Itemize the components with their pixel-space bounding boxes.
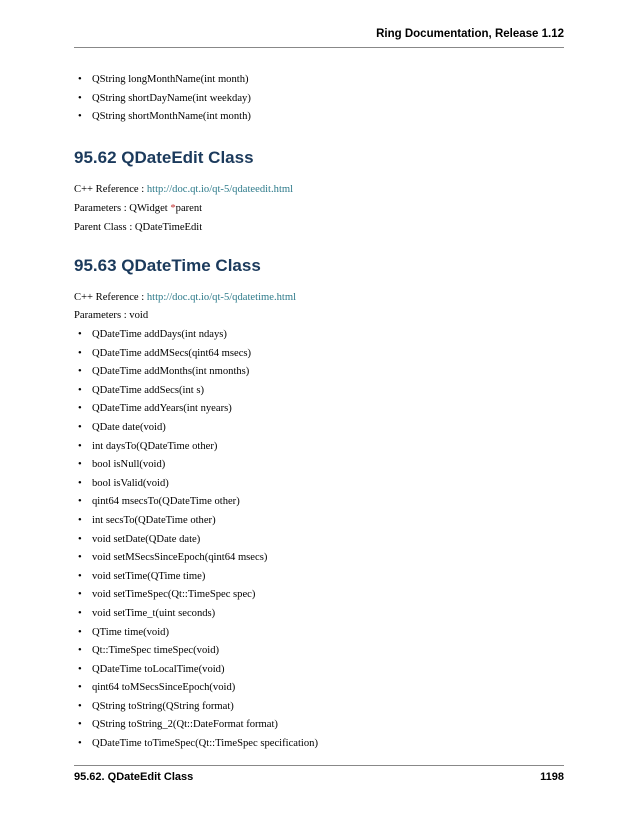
list-item-text: void setTime(QTime time) <box>92 570 206 582</box>
section-title-qdatetime: 95.63 QDateTime Class <box>74 256 261 275</box>
cpp-reference-qdateedit <box>74 183 293 197</box>
bullet-marker: • <box>78 384 82 396</box>
bullet-marker: • <box>78 682 82 694</box>
reference-link[interactable]: http://doc.qt.io/qt-5/qdatetime.html <box>146 292 297 303</box>
list-item-text: QDateTime addSecs(int s) <box>92 384 205 396</box>
pointer-star: * <box>170 203 176 214</box>
list-item <box>74 345 554 364</box>
parameters-qdatetime: Parameters : void <box>74 310 149 321</box>
list-item-text: QString toString_2(Qt::DateFormat format) <box>92 719 278 731</box>
list-item <box>74 71 554 90</box>
cpp-reference-qdatetime <box>74 291 296 305</box>
list-item <box>74 363 554 382</box>
list-item-text: qint64 toMSecsSinceEpoch(void) <box>92 682 236 694</box>
bullet-marker: • <box>78 496 82 508</box>
list-item <box>74 382 554 401</box>
bullet-marker: • <box>78 111 82 123</box>
list-item <box>74 735 554 754</box>
parameters-qdateedit <box>74 202 202 216</box>
list-item <box>74 531 554 550</box>
page-number: 1198 <box>540 771 564 783</box>
list-item <box>74 624 554 643</box>
bullet-marker: • <box>78 366 82 378</box>
list-item-text: void setTimeSpec(Qt::TimeSpec spec) <box>92 589 256 601</box>
list-item-text: QDateTime toLocalTime(void) <box>92 663 225 675</box>
list-item <box>74 400 554 419</box>
running-header: Ring Documentation, Release 1.12 <box>376 28 564 40</box>
bullet-marker: • <box>78 92 82 104</box>
top-method-list <box>74 71 554 127</box>
reference-label: C++ Reference : <box>74 292 147 303</box>
bullet-marker: • <box>78 403 82 415</box>
bullet-marker: • <box>78 440 82 452</box>
list-item-text: QTime time(void) <box>92 626 170 638</box>
list-item-text: qint64 msecsTo(QDateTime other) <box>92 496 240 508</box>
list-item-text: bool isValid(void) <box>92 477 169 489</box>
bullet-marker: • <box>78 533 82 545</box>
list-item-text: QDateTime addMonths(int nmonths) <box>92 366 250 378</box>
header-rule <box>74 47 564 48</box>
bullet-marker: • <box>78 347 82 359</box>
list-item-text: QDate date(void) <box>92 421 166 433</box>
footer-section: 95.62. QDateEdit Class <box>74 771 194 783</box>
list-item <box>74 661 554 680</box>
reference-link[interactable]: http://doc.qt.io/qt-5/qdateedit.html <box>146 184 294 195</box>
bullet-marker: • <box>78 459 82 471</box>
list-item-text: QDateTime toTimeSpec(Qt::TimeSpec specification) <box>92 738 318 750</box>
list-item-text: QDateTime addMSecs(qint64 msecs) <box>92 347 252 359</box>
list-item-text: QString longMonthName(int month) <box>92 74 249 85</box>
list-item-text: QString shortMonthName(int month) <box>92 111 251 123</box>
bullet-marker: • <box>78 552 82 564</box>
list-item-text: bool isNull(void) <box>92 459 166 471</box>
bullet-marker: • <box>78 645 82 657</box>
list-item <box>74 568 554 587</box>
list-item <box>74 90 554 109</box>
list-item-text: int secsTo(QDateTime other) <box>92 514 216 526</box>
bullet-marker: • <box>78 607 82 619</box>
list-item-text: void setDate(QDate date) <box>92 533 201 545</box>
list-item <box>74 512 554 531</box>
list-item-text: QDateTime addYears(int nyears) <box>92 403 232 415</box>
bullet-marker: • <box>78 626 82 638</box>
list-item <box>74 679 554 698</box>
list-item <box>74 419 554 438</box>
bullet-marker: • <box>78 700 82 712</box>
list-item <box>74 438 554 457</box>
list-item <box>74 716 554 735</box>
list-item <box>74 698 554 717</box>
parameters-label: Parameters : QWidget <box>74 203 171 214</box>
list-item <box>74 493 554 512</box>
bullet-marker: • <box>78 589 82 601</box>
qdatetime-method-list <box>74 326 554 754</box>
footer-rule <box>74 765 564 766</box>
list-item <box>74 475 554 494</box>
list-item <box>74 326 554 345</box>
list-item <box>74 586 554 605</box>
parent-class-qdateedit: Parent Class : QDateTimeEdit <box>74 222 203 233</box>
bullet-marker: • <box>78 329 82 340</box>
reference-label: C++ Reference : <box>74 184 147 195</box>
list-item-text: int daysTo(QDateTime other) <box>92 440 218 452</box>
list-item <box>74 108 554 127</box>
list-item-text: QString shortDayName(int weekday) <box>92 92 251 104</box>
list-item <box>74 549 554 568</box>
parameters-rest: parent <box>175 203 203 214</box>
list-item-text: void setMSecsSinceEpoch(qint64 msecs) <box>92 552 268 564</box>
list-item-text: Qt::TimeSpec timeSpec(void) <box>92 645 220 657</box>
bullet-marker: • <box>78 570 82 582</box>
bullet-marker: • <box>78 477 82 489</box>
bullet-marker: • <box>78 514 82 526</box>
list-item <box>74 642 554 661</box>
bullet-marker: • <box>78 738 82 750</box>
bullet-marker: • <box>78 663 82 675</box>
bullet-marker: • <box>78 74 82 85</box>
list-item-text: void setTime_t(uint seconds) <box>92 607 216 619</box>
list-item <box>74 605 554 624</box>
list-item-text: QDateTime addDays(int ndays) <box>92 329 227 340</box>
bullet-marker: • <box>78 421 82 433</box>
list-item <box>74 456 554 475</box>
bullet-marker: • <box>78 719 82 731</box>
section-title-qdateedit: 95.62 QDateEdit Class <box>74 148 254 167</box>
list-item-text: QString toString(QString format) <box>92 700 234 712</box>
footer <box>74 771 564 783</box>
